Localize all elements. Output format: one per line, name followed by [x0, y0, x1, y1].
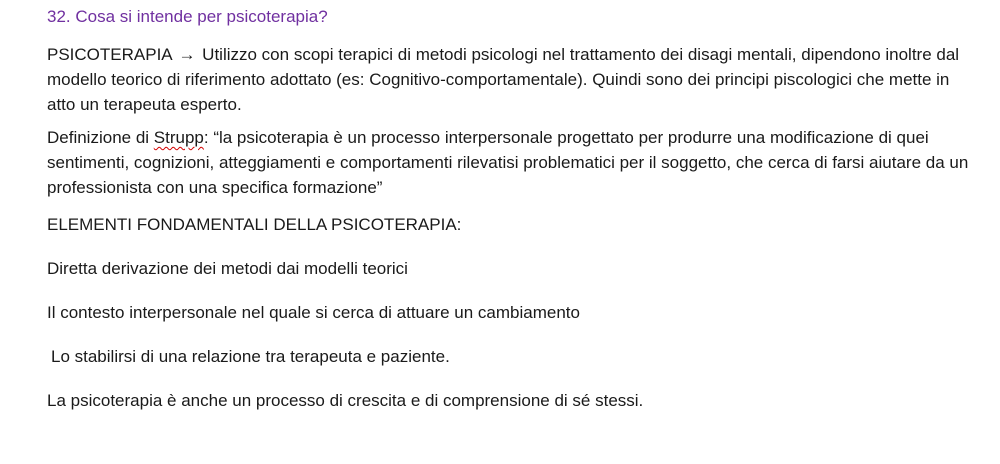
author-name: Strupp: [153, 128, 204, 147]
elements-title: ELEMENTI FONDAMENTALI DELLA PSICOTERAPIA:: [47, 215, 462, 234]
element-item-3: Lo stabilirsi di una relazione tra terapeuta e paziente.: [51, 347, 450, 366]
question-heading: 32. Cosa si intende per psicoterapia?: [47, 7, 328, 26]
right-arrow-icon: →: [178, 45, 196, 64]
strupp-definition-paragraph: [47, 125, 976, 200]
element-item-2: Il contesto interpersonale nel quale si cerca di attuare un cambiamento: [47, 303, 580, 322]
definition-text: Utilizzo con scopi terapici di metodi psicologi nel trattamento dei disagi mentali, dipendono inoltre dal modello teorico di riferimento adottato (es: Cognitivo-comportamentale). Quindi sono dei principi piscologici che mette in atto un terapeuta esperto.: [47, 45, 960, 114]
definition-prefix: Definizione di: [47, 128, 154, 147]
strupp-quote: : “la psicoterapia è un processo interpersonale progettato per produrre una modificazione di quei sentimenti, cognizioni, atteggiamenti e comportamenti rilevatisi problematici per il soggetto, che cerca di farsi aiutare da un professionista con una specifica formazione”: [47, 128, 969, 197]
element-item-1: Diretta derivazione dei metodi dai modelli teorici: [47, 259, 408, 278]
term-label: PSICOTERAPIA: [47, 45, 172, 64]
psychotherapy-definition-paragraph: [47, 42, 976, 117]
element-item-4: La psicoterapia è anche un processo di crescita e di comprensione di sé stessi.: [47, 391, 644, 410]
